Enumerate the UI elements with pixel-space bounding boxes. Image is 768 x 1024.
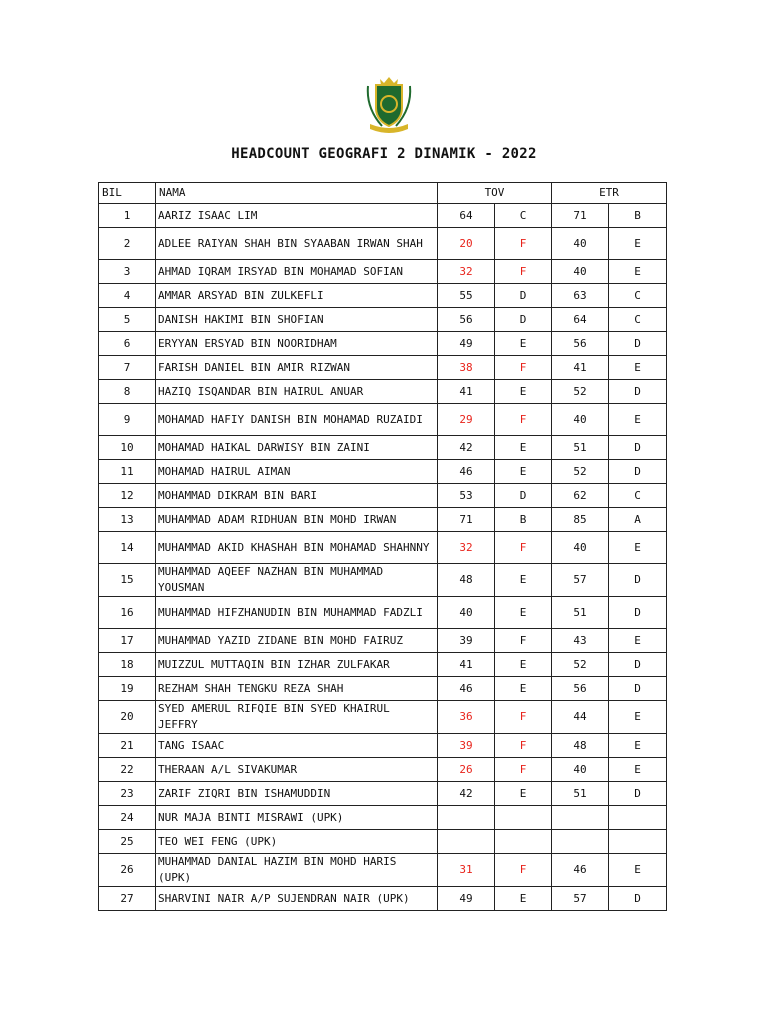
- cell-bil: 14: [99, 532, 156, 564]
- shield-icon: [376, 85, 402, 126]
- cell-tov-mark: 53: [438, 484, 495, 508]
- cell-etr-grade: E: [609, 734, 667, 758]
- cell-tov-mark: 36: [438, 701, 495, 734]
- headcount-table: [98, 182, 667, 911]
- cell-etr-grade: E: [609, 532, 667, 564]
- table-row: [99, 854, 667, 887]
- cell-tov-grade: F: [495, 854, 552, 887]
- cell-etr-mark: 40: [552, 758, 609, 782]
- cell-etr-mark: 56: [552, 677, 609, 701]
- cell-nama: ERYYAN ERSYAD BIN NOORIDHAM: [156, 332, 438, 356]
- cell-etr-mark: 52: [552, 380, 609, 404]
- cell-tov-grade: F: [495, 228, 552, 260]
- table-row: [99, 564, 667, 597]
- cell-etr-mark: 40: [552, 260, 609, 284]
- cell-etr-mark: 51: [552, 436, 609, 460]
- cell-tov-grade: E: [495, 436, 552, 460]
- cell-etr-grade: E: [609, 260, 667, 284]
- cell-etr-grade: D: [609, 887, 667, 911]
- cell-tov-grade: [495, 806, 552, 830]
- table-row: [99, 204, 667, 228]
- cell-nama: MUHAMMAD ADAM RIDHUAN BIN MOHD IRWAN: [156, 508, 438, 532]
- cell-etr-mark: 44: [552, 701, 609, 734]
- cell-etr-mark: 40: [552, 532, 609, 564]
- header-etr: ETR: [552, 183, 667, 204]
- table-row: [99, 308, 667, 332]
- cell-tov-grade: C: [495, 204, 552, 228]
- table-row: [99, 436, 667, 460]
- cell-tov-mark: 64: [438, 204, 495, 228]
- cell-tov-mark: 42: [438, 782, 495, 806]
- cell-etr-mark: 85: [552, 508, 609, 532]
- table-row: [99, 260, 667, 284]
- cell-etr-grade: C: [609, 484, 667, 508]
- cell-nama: TANG ISAAC: [156, 734, 438, 758]
- cell-etr-mark: 56: [552, 332, 609, 356]
- cell-bil: 5: [99, 308, 156, 332]
- cell-etr-grade: E: [609, 356, 667, 380]
- cell-etr-grade: C: [609, 308, 667, 332]
- cell-etr-grade: [609, 830, 667, 854]
- cell-nama: THERAAN A/L SIVAKUMAR: [156, 758, 438, 782]
- cell-tov-grade: [495, 830, 552, 854]
- table-row: [99, 460, 667, 484]
- cell-tov-grade: E: [495, 332, 552, 356]
- table-row: [99, 806, 667, 830]
- school-crest-logo: [364, 74, 414, 138]
- cell-nama: MOHAMAD HAIKAL DARWISY BIN ZAINI: [156, 436, 438, 460]
- cell-tov-mark: 32: [438, 532, 495, 564]
- cell-tov-grade: E: [495, 564, 552, 597]
- cell-etr-mark: [552, 830, 609, 854]
- cell-nama: ADLEE RAIYAN SHAH BIN SYAABAN IRWAN SHAH: [156, 228, 438, 260]
- cell-bil: 25: [99, 830, 156, 854]
- cell-etr-mark: 64: [552, 308, 609, 332]
- cell-nama: MUHAMMAD AQEEF NAZHAN BIN MUHAMMAD YOUSMAN: [156, 564, 438, 597]
- cell-nama: MUIZZUL MUTTAQIN BIN IZHAR ZULFAKAR: [156, 653, 438, 677]
- table-row: [99, 701, 667, 734]
- cell-nama: AMMAR ARSYAD BIN ZULKEFLI: [156, 284, 438, 308]
- cell-bil: 12: [99, 484, 156, 508]
- table-row: [99, 758, 667, 782]
- cell-etr-mark: 43: [552, 629, 609, 653]
- table-row: [99, 653, 667, 677]
- cell-nama: AHMAD IQRAM IRSYAD BIN MOHAMAD SOFIAN: [156, 260, 438, 284]
- cell-tov-mark: [438, 806, 495, 830]
- table-row: [99, 284, 667, 308]
- cell-nama: NUR MAJA BINTI MISRAWI (UPK): [156, 806, 438, 830]
- cell-nama: HAZIQ ISQANDAR BIN HAIRUL ANUAR: [156, 380, 438, 404]
- cell-bil: 4: [99, 284, 156, 308]
- cell-tov-mark: 71: [438, 508, 495, 532]
- cell-tov-mark: 55: [438, 284, 495, 308]
- cell-tov-grade: E: [495, 653, 552, 677]
- cell-tov-mark: 46: [438, 677, 495, 701]
- cell-etr-mark: 51: [552, 597, 609, 629]
- cell-tov-grade: E: [495, 380, 552, 404]
- cell-etr-grade: D: [609, 380, 667, 404]
- cell-bil: 26: [99, 854, 156, 887]
- cell-nama: SHARVINI NAIR A/P SUJENDRAN NAIR (UPK): [156, 887, 438, 911]
- cell-etr-mark: 40: [552, 404, 609, 436]
- cell-etr-grade: D: [609, 597, 667, 629]
- cell-bil: 9: [99, 404, 156, 436]
- cell-tov-grade: E: [495, 460, 552, 484]
- cell-nama: MUHAMMAD HIFZHANUDIN BIN MUHAMMAD FADZLI: [156, 597, 438, 629]
- table-row: [99, 356, 667, 380]
- cell-bil: 13: [99, 508, 156, 532]
- cell-tov-mark: 42: [438, 436, 495, 460]
- cell-tov-mark: 49: [438, 887, 495, 911]
- cell-tov-grade: F: [495, 356, 552, 380]
- cell-bil: 23: [99, 782, 156, 806]
- cell-etr-mark: 52: [552, 653, 609, 677]
- cell-tov-grade: F: [495, 734, 552, 758]
- table-row: [99, 332, 667, 356]
- cell-tov-grade: F: [495, 758, 552, 782]
- cell-nama: REZHAM SHAH TENGKU REZA SHAH: [156, 677, 438, 701]
- cell-tov-grade: F: [495, 404, 552, 436]
- cell-etr-grade: E: [609, 854, 667, 887]
- header-row: [99, 183, 667, 204]
- cell-bil: 7: [99, 356, 156, 380]
- cell-nama: MUHAMMAD YAZID ZIDANE BIN MOHD FAIRUZ: [156, 629, 438, 653]
- cell-etr-mark: [552, 806, 609, 830]
- cell-etr-grade: D: [609, 653, 667, 677]
- cell-tov-mark: 39: [438, 629, 495, 653]
- table-row: [99, 484, 667, 508]
- cell-tov-mark: 26: [438, 758, 495, 782]
- cell-tov-mark: 56: [438, 308, 495, 332]
- cell-tov-mark: 20: [438, 228, 495, 260]
- cell-etr-mark: 41: [552, 356, 609, 380]
- header-tov: TOV: [438, 183, 552, 204]
- cell-etr-grade: E: [609, 758, 667, 782]
- cell-tov-grade: E: [495, 597, 552, 629]
- cell-tov-grade: D: [495, 284, 552, 308]
- cell-tov-grade: E: [495, 677, 552, 701]
- cell-bil: 24: [99, 806, 156, 830]
- cell-tov-grade: F: [495, 260, 552, 284]
- cell-bil: 6: [99, 332, 156, 356]
- cell-bil: 8: [99, 380, 156, 404]
- cell-bil: 3: [99, 260, 156, 284]
- cell-etr-grade: D: [609, 436, 667, 460]
- cell-tov-grade: D: [495, 484, 552, 508]
- cell-etr-mark: 63: [552, 284, 609, 308]
- cell-tov-mark: 29: [438, 404, 495, 436]
- cell-etr-mark: 51: [552, 782, 609, 806]
- cell-tov-mark: [438, 830, 495, 854]
- cell-nama: SYED AMERUL RIFQIE BIN SYED KHAIRUL JEFFRY: [156, 701, 438, 734]
- cell-tov-grade: F: [495, 701, 552, 734]
- table-row: [99, 677, 667, 701]
- cell-tov-mark: 32: [438, 260, 495, 284]
- cell-bil: 1: [99, 204, 156, 228]
- cell-etr-grade: E: [609, 629, 667, 653]
- cell-tov-mark: 41: [438, 380, 495, 404]
- cell-nama: AARIZ ISAAC LIM: [156, 204, 438, 228]
- cell-tov-grade: E: [495, 782, 552, 806]
- cell-etr-grade: D: [609, 332, 667, 356]
- cell-nama: MUHAMMAD AKID KHASHAH BIN MOHAMAD SHAHNNY: [156, 532, 438, 564]
- cell-etr-mark: 52: [552, 460, 609, 484]
- table-row: [99, 887, 667, 911]
- cell-nama: TEO WEI FENG (UPK): [156, 830, 438, 854]
- cell-tov-mark: 38: [438, 356, 495, 380]
- cell-etr-mark: 46: [552, 854, 609, 887]
- table-row: [99, 404, 667, 436]
- cell-etr-grade: C: [609, 284, 667, 308]
- cell-tov-grade: F: [495, 629, 552, 653]
- cell-etr-mark: 62: [552, 484, 609, 508]
- cell-bil: 2: [99, 228, 156, 260]
- cell-etr-mark: 48: [552, 734, 609, 758]
- cell-etr-grade: D: [609, 460, 667, 484]
- cell-etr-grade: D: [609, 677, 667, 701]
- table-row: [99, 830, 667, 854]
- cell-nama: MOHAMMAD DIKRAM BIN BARI: [156, 484, 438, 508]
- cell-etr-grade: D: [609, 564, 667, 597]
- cell-etr-mark: 57: [552, 887, 609, 911]
- cell-nama: MOHAMAD HAIRUL AIMAN: [156, 460, 438, 484]
- page-title: HEADCOUNT GEOGRAFI 2 DINAMIK - 2022: [231, 146, 537, 162]
- cell-etr-grade: B: [609, 204, 667, 228]
- cell-bil: 16: [99, 597, 156, 629]
- cell-etr-grade: D: [609, 782, 667, 806]
- cell-etr-mark: 40: [552, 228, 609, 260]
- cell-tov-mark: 41: [438, 653, 495, 677]
- table-row: [99, 380, 667, 404]
- cell-bil: 11: [99, 460, 156, 484]
- cell-tov-grade: F: [495, 532, 552, 564]
- cell-nama: MUHAMMAD DANIAL HAZIM BIN MOHD HARIS (UPK): [156, 854, 438, 887]
- header-nama: NAMA: [156, 183, 438, 204]
- table-row: [99, 597, 667, 629]
- cell-tov-mark: 40: [438, 597, 495, 629]
- cell-etr-mark: 71: [552, 204, 609, 228]
- cell-bil: 22: [99, 758, 156, 782]
- cell-etr-grade: [609, 806, 667, 830]
- header-bil: BIL: [99, 183, 156, 204]
- cell-bil: 17: [99, 629, 156, 653]
- table-row: [99, 629, 667, 653]
- cell-bil: 20: [99, 701, 156, 734]
- table-row: [99, 532, 667, 564]
- cell-nama: FARISH DANIEL BIN AMIR RIZWAN: [156, 356, 438, 380]
- cell-etr-grade: E: [609, 701, 667, 734]
- cell-bil: 19: [99, 677, 156, 701]
- cell-etr-grade: E: [609, 228, 667, 260]
- cell-nama: ZARIF ZIQRI BIN ISHAMUDDIN: [156, 782, 438, 806]
- cell-nama: DANISH HAKIMI BIN SHOFIAN: [156, 308, 438, 332]
- cell-tov-grade: B: [495, 508, 552, 532]
- cell-tov-grade: E: [495, 887, 552, 911]
- cell-tov-grade: D: [495, 308, 552, 332]
- cell-etr-grade: A: [609, 508, 667, 532]
- table-row: [99, 228, 667, 260]
- cell-nama: MOHAMAD HAFIY DANISH BIN MOHAMAD RUZAIDI: [156, 404, 438, 436]
- table-row: [99, 734, 667, 758]
- table-row: [99, 508, 667, 532]
- cell-bil: 15: [99, 564, 156, 597]
- cell-bil: 21: [99, 734, 156, 758]
- table-row: [99, 782, 667, 806]
- cell-tov-mark: 31: [438, 854, 495, 887]
- cell-bil: 27: [99, 887, 156, 911]
- cell-etr-grade: E: [609, 404, 667, 436]
- cell-etr-mark: 57: [552, 564, 609, 597]
- cell-bil: 10: [99, 436, 156, 460]
- cell-tov-mark: 48: [438, 564, 495, 597]
- cell-tov-mark: 39: [438, 734, 495, 758]
- cell-tov-mark: 49: [438, 332, 495, 356]
- cell-bil: 18: [99, 653, 156, 677]
- crown-icon: [380, 77, 398, 85]
- cell-tov-mark: 46: [438, 460, 495, 484]
